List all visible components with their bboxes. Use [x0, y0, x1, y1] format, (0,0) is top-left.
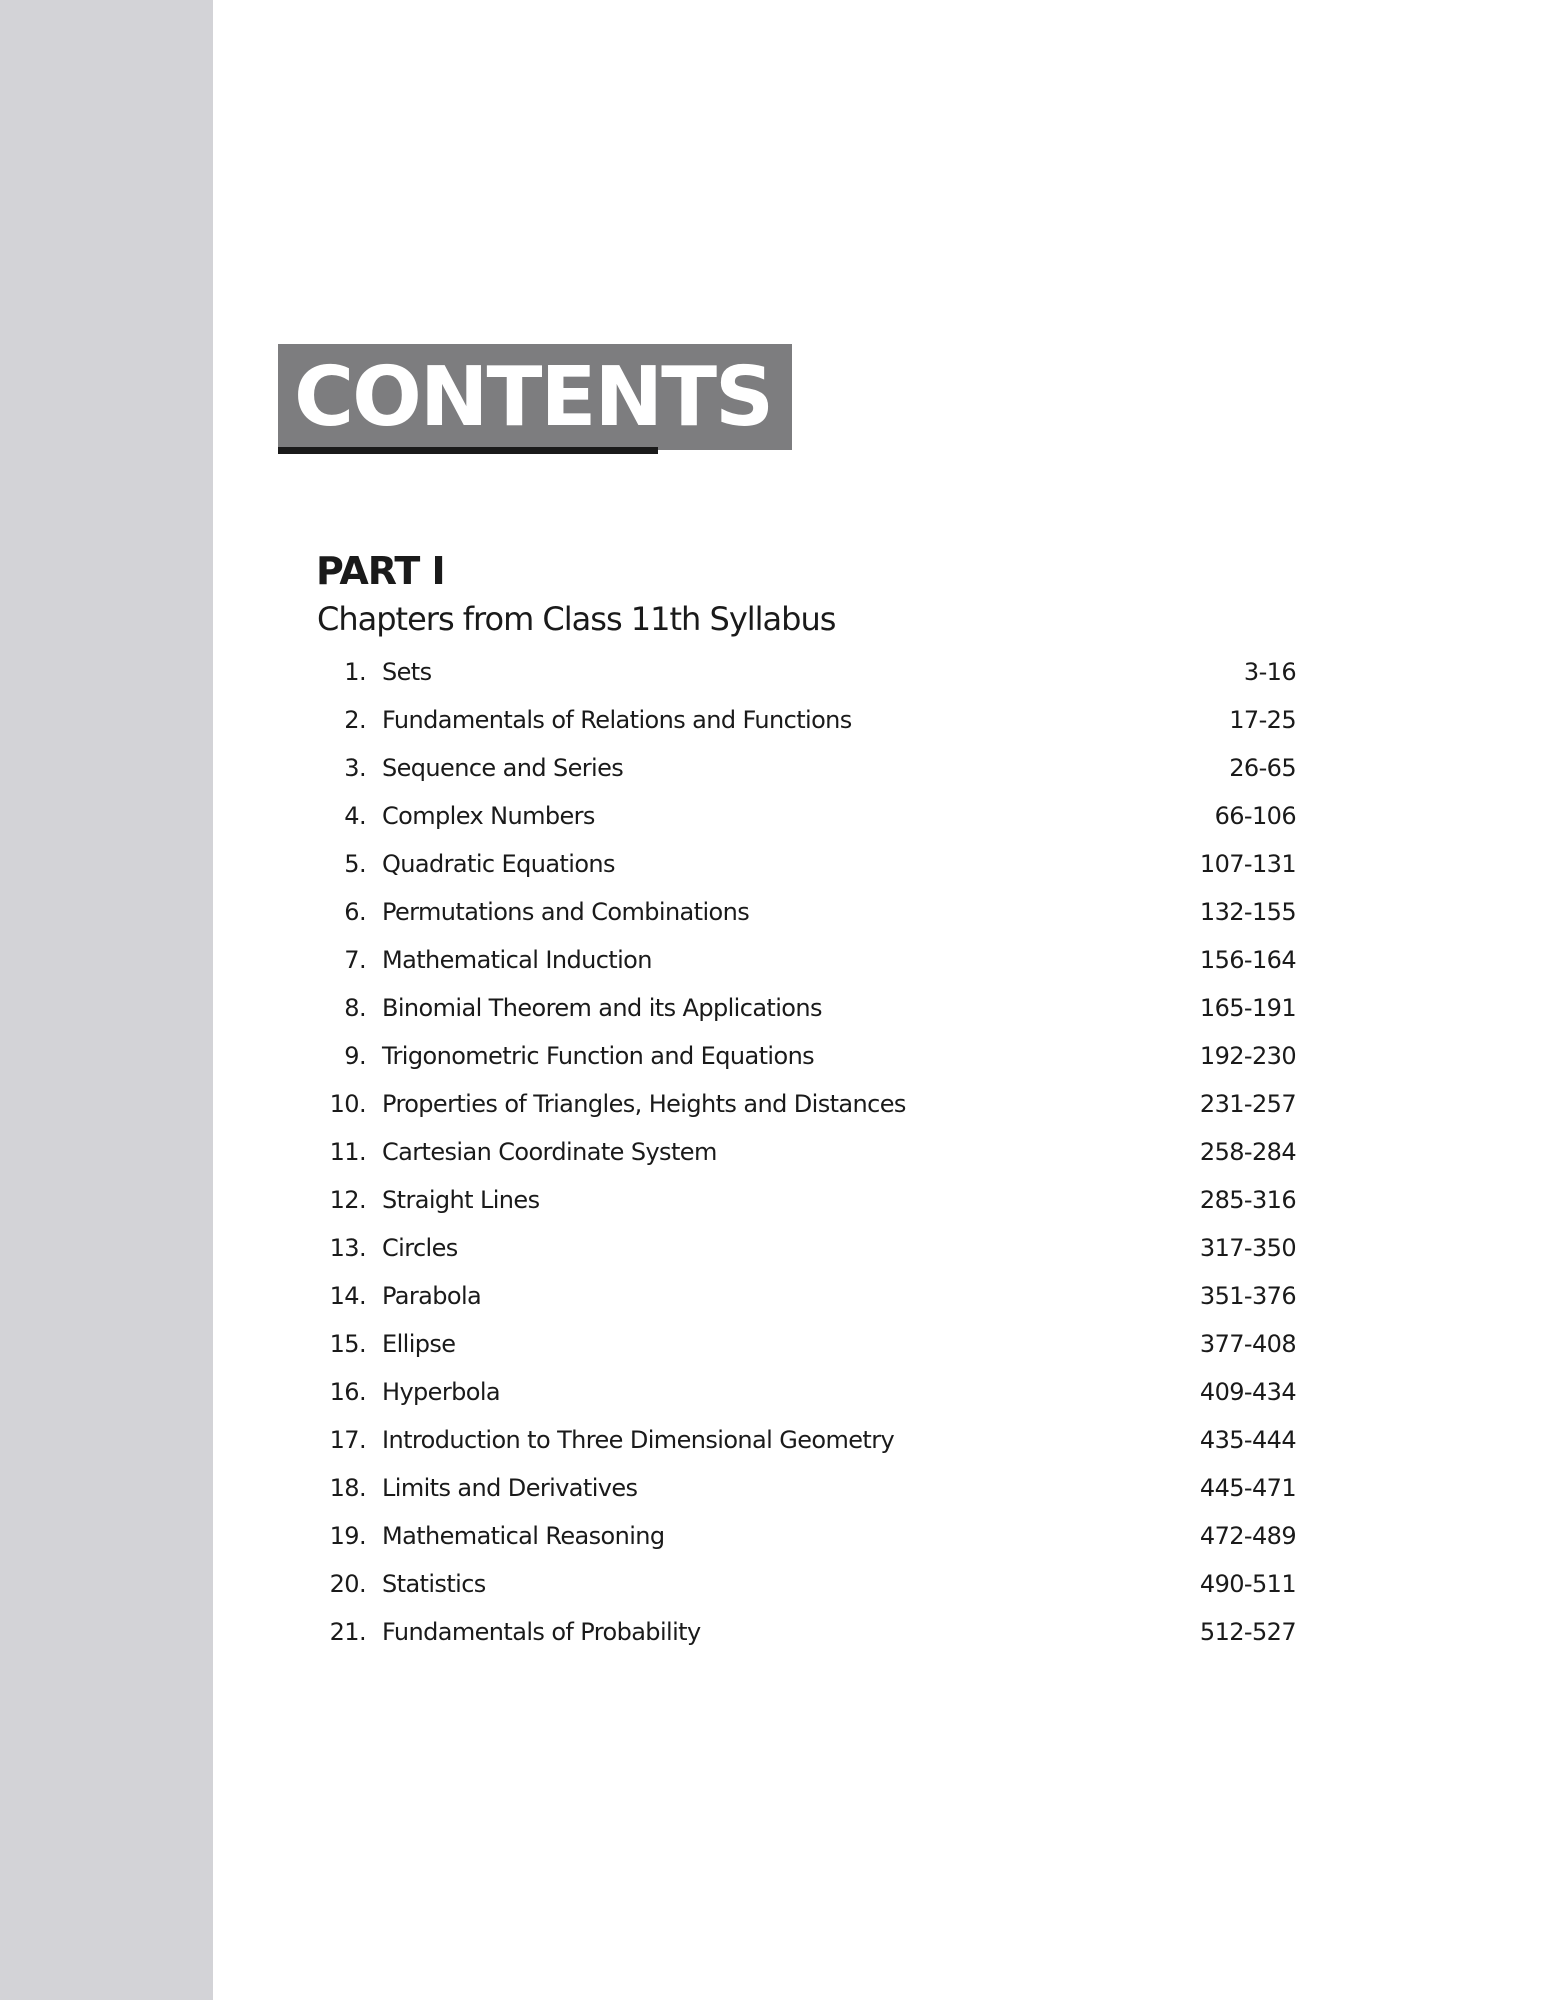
page-range: 231-257	[1199, 1090, 1296, 1118]
chapter-title: Mathematical Induction	[382, 946, 652, 974]
chapter-title: Permutations and Combinations	[382, 898, 750, 926]
toc-entry[interactable]	[316, 1426, 1296, 1474]
toc-entry[interactable]	[316, 946, 1296, 994]
chapter-number: 15.	[329, 1330, 366, 1358]
chapter-number: 20.	[329, 1570, 366, 1598]
chapter-title: Cartesian Coordinate System	[382, 1138, 717, 1166]
chapter-number: 16.	[329, 1378, 366, 1406]
chapter-title: Binomial Theorem and its Applications	[382, 994, 822, 1022]
toc-entry[interactable]	[316, 754, 1296, 802]
chapter-title: Hyperbola	[382, 1378, 501, 1406]
toc-entry[interactable]	[316, 1570, 1296, 1618]
chapter-number: 13.	[329, 1234, 366, 1262]
page-title: CONTENTS	[294, 350, 773, 445]
title-underline	[278, 447, 658, 454]
chapter-title: Statistics	[382, 1570, 486, 1598]
toc-entry[interactable]	[316, 1618, 1296, 1666]
chapter-title: Fundamentals of Probability	[382, 1618, 701, 1646]
toc-entry[interactable]	[316, 1330, 1296, 1378]
toc-entry[interactable]	[316, 1474, 1296, 1522]
chapter-title: Limits and Derivatives	[382, 1474, 638, 1502]
chapter-title: Straight Lines	[382, 1186, 540, 1214]
toc-entry[interactable]	[316, 1138, 1296, 1186]
chapter-number: 2.	[344, 706, 366, 734]
page-range: 66-106	[1214, 802, 1296, 830]
page-range: 156-164	[1199, 946, 1296, 974]
page-range: 351-376	[1199, 1282, 1296, 1310]
chapter-number: 3.	[344, 754, 366, 782]
toc-entry[interactable]	[316, 1234, 1296, 1282]
chapter-title: Trigonometric Function and Equations	[382, 1042, 815, 1070]
chapter-number: 21.	[329, 1618, 366, 1646]
chapter-number: 4.	[344, 802, 366, 830]
chapter-number: 9.	[344, 1042, 366, 1070]
chapter-number: 7.	[344, 946, 366, 974]
chapter-number: 1.	[344, 658, 366, 686]
chapter-title: Properties of Triangles, Heights and Distances	[382, 1090, 906, 1118]
chapter-number: 5.	[344, 850, 366, 878]
toc-entry[interactable]	[316, 1282, 1296, 1330]
page-margin-band	[0, 0, 213, 2000]
page-range: 258-284	[1199, 1138, 1296, 1166]
chapter-title: Mathematical Reasoning	[382, 1522, 665, 1550]
chapter-number: 8.	[344, 994, 366, 1022]
page-range: 26-65	[1229, 754, 1296, 782]
page-range: 490-511	[1199, 1570, 1296, 1598]
chapter-number: 18.	[329, 1474, 366, 1502]
toc-entry[interactable]	[316, 658, 1296, 706]
page-range: 317-350	[1199, 1234, 1296, 1262]
chapter-title: Ellipse	[382, 1330, 456, 1358]
chapter-number: 14.	[329, 1282, 366, 1310]
page-range: 107-131	[1199, 850, 1296, 878]
toc-entry[interactable]	[316, 850, 1296, 898]
chapter-number: 12.	[329, 1186, 366, 1214]
page-range: 165-191	[1199, 994, 1296, 1022]
toc-entry[interactable]	[316, 706, 1296, 754]
toc-entry[interactable]	[316, 1522, 1296, 1570]
chapter-title: Sequence and Series	[382, 754, 624, 782]
part-subtitle: Chapters from Class 11th Syllabus	[317, 600, 836, 638]
toc-entry[interactable]	[316, 1042, 1296, 1090]
chapter-number: 6.	[344, 898, 366, 926]
page-range: 512-527	[1199, 1618, 1296, 1646]
chapter-number: 17.	[329, 1426, 366, 1454]
page-range: 377-408	[1199, 1330, 1296, 1358]
chapter-title: Complex Numbers	[382, 802, 595, 830]
page-range: 3-16	[1243, 658, 1296, 686]
page-range: 132-155	[1199, 898, 1296, 926]
toc-entry[interactable]	[316, 1378, 1296, 1426]
chapter-title: Circles	[382, 1234, 458, 1262]
chapter-number: 11.	[329, 1138, 366, 1166]
table-of-contents	[316, 658, 1296, 1666]
toc-entry[interactable]	[316, 802, 1296, 850]
chapter-title: Parabola	[382, 1282, 482, 1310]
chapter-title: Quadratic Equations	[382, 850, 615, 878]
page-range: 435-444	[1199, 1426, 1296, 1454]
toc-entry[interactable]	[316, 1186, 1296, 1234]
toc-entry[interactable]	[316, 1090, 1296, 1138]
part-heading: PART I	[316, 549, 445, 593]
toc-entry[interactable]	[316, 994, 1296, 1042]
page-range: 17-25	[1229, 706, 1296, 734]
page-range: 445-471	[1199, 1474, 1296, 1502]
toc-entry[interactable]	[316, 898, 1296, 946]
page-range: 409-434	[1199, 1378, 1296, 1406]
chapter-number: 19.	[329, 1522, 366, 1550]
chapter-number: 10.	[329, 1090, 366, 1118]
page-range: 192-230	[1199, 1042, 1296, 1070]
page-range: 472-489	[1199, 1522, 1296, 1550]
chapter-title: Introduction to Three Dimensional Geometry	[382, 1426, 895, 1454]
page-range: 285-316	[1199, 1186, 1296, 1214]
chapter-title: Sets	[382, 658, 432, 686]
chapter-title: Fundamentals of Relations and Functions	[382, 706, 852, 734]
